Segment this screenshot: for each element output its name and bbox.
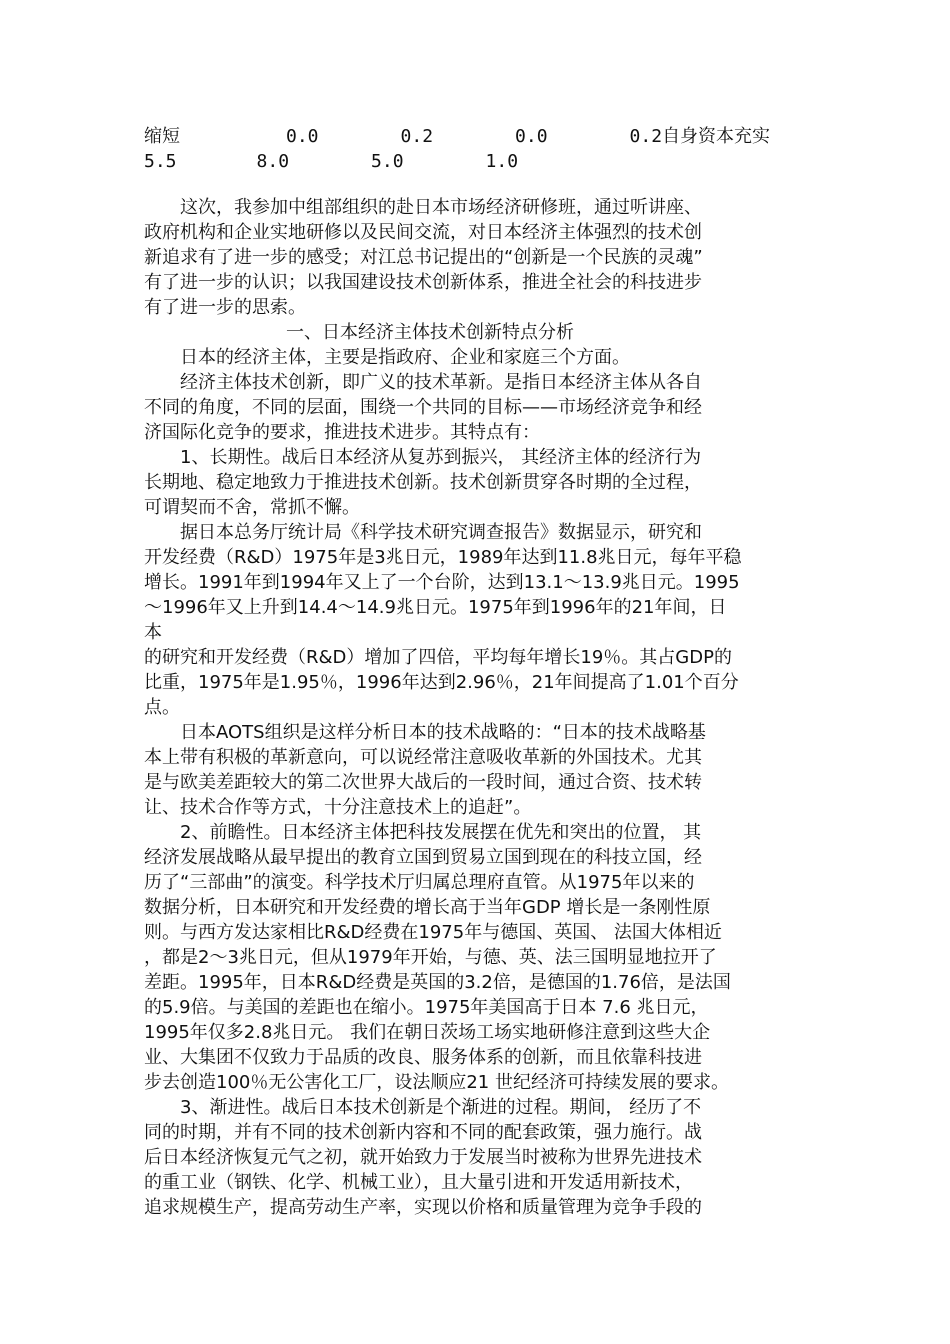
body-line: 2、前瞻性。日本经济主体把科技发展摆在优先和突出的位置， 其 <box>144 822 702 843</box>
body-line: 是与欧美差距较大的第二次世界大战后的一段时间，通过合资、技术转 <box>144 772 702 793</box>
body-line: 经济发展战略从最早提出的教育立国到贸易立国到现在的科技立国，经 <box>144 847 702 868</box>
body-line: 步去创造100％无公害化工厂，设法顺应21 世纪经济可持续发展的要求。 <box>144 1072 729 1093</box>
body-line: 本上带有积极的革新意向，可以说经常注意吸收革新的外国技术。尤其 <box>144 747 702 768</box>
body-line: 这次，我参加中组部组织的赴日本市场经济研修班，通过听讲座、 <box>144 197 702 218</box>
body-line: 新追求有了进一步的感受；对江总书记提出的“创新是一个民族的灵魂” <box>144 247 703 268</box>
body-line: 点。 <box>144 697 180 718</box>
spacer <box>144 174 824 195</box>
body-line: 1、长期性。战后日本经济从复苏到振兴， 其经济主体的经济行为 <box>144 447 702 468</box>
body-line: 后日本经济恢复元气之初，就开始致力于发展当时被称为世界先进技术 <box>144 1147 702 1168</box>
body-line: 的研究和开发经费（R&D）增加了四倍，平均每年增长19％。其占GDP的 <box>144 647 732 668</box>
body-line: 长期地、稳定地致力于推进技术创新。技术创新贯穿各时期的全过程， <box>144 472 702 493</box>
body-line: 有了进一步的思索。 <box>144 297 306 318</box>
body-line: 数据分析，日本研究和开发经费的增长高于当年GDP 增长是一条刚性原 <box>144 897 711 918</box>
body-line: 可谓契而不舍，常抓不懈。 <box>144 497 360 518</box>
body-line: 日本AOTS组织是这样分析日本的技术战略的：“日本的技术战略基 <box>144 722 706 743</box>
body-line: 增长。1991年到1994年又上了一个台阶，达到13.1～13.9兆日元。1995 <box>144 572 740 593</box>
body-line: 有了进一步的认识；以我国建设技术创新体系，推进全社会的科技进步 <box>144 272 702 293</box>
body-line: 3、渐进性。战后日本技术创新是个渐进的过程。期间， 经历了不 <box>144 1097 702 1118</box>
table-cell: 0.2 <box>400 126 434 147</box>
table-row <box>144 149 824 174</box>
body-line: 同的时期，并有不同的技术创新内容和不同的配套政策，强力施行。战 <box>144 1122 702 1143</box>
body-line: 的5.9倍。与美国的差距也在缩小。1975年美国高于日本 7.6 兆日元， <box>144 997 709 1018</box>
body-line: 追求规模生产，提高劳动生产率，实现以价格和质量管理为竞争手段的 <box>144 1197 702 1218</box>
body-line: ～1996年又上升到14.4～14.9兆日元。1975年到1996年的21年间，日 <box>144 597 727 618</box>
body-line: 业、大集团不仅致力于品质的改良、服务体系的创新，而且依靠科技进 <box>144 1047 702 1068</box>
table-cell: 8.0 <box>256 151 290 172</box>
document-body <box>144 124 824 1220</box>
body-line: 本 <box>144 622 162 643</box>
body-line: 开发经费（R&D）1975年是3兆日元，1989年达到11.8兆日元，每年平稳 <box>144 547 742 568</box>
body-line: 政府机构和企业实地研修以及民间交流，对日本经济主体强烈的技术创 <box>144 222 702 243</box>
table-label: 缩短 <box>144 126 180 147</box>
body-line: 不同的角度，不同的层面，围绕一个共同的目标——市场经济竞争和经 <box>144 397 702 418</box>
table-cell: 0.0 <box>286 126 319 147</box>
body-line: 则。与西方发达家相比R&D经费在1975年与德国、英国、 法国大体相近 <box>144 922 722 943</box>
body-line: ，都是2～3兆日元，但从1979年开始，与德、英、法三国明显地拉开了 <box>144 947 717 968</box>
body-line: 历了“三部曲”的演变。科学技术厅归属总理府直管。从1975年以来的 <box>144 872 695 893</box>
table-cell: 0.0 <box>515 126 548 147</box>
body-line: 日本的经济主体，主要是指政府、企业和家庭三个方面。 <box>144 347 630 368</box>
body-line: 济国际化竞争的要求，推进技术进步。其特点有： <box>144 422 540 443</box>
table-cell: 5.5 <box>144 151 177 172</box>
body-line: 的重工业（钢铁、化学、机械工业），且大量引进和开发适用新技术， <box>144 1172 693 1193</box>
table-cell: 5.0 <box>371 151 404 172</box>
body-line: 据日本总务厅统计局《科学技术研究调查报告》数据显示，研究和 <box>144 522 702 543</box>
body-line: 比重，1975年是1.95％，1996年达到2.96％，21年间提高了1.01个百分 <box>144 672 739 693</box>
table-cell: 1.0 <box>485 151 519 172</box>
body-line: 让、技术合作等方式，十分注意技术上的追赶”。 <box>144 797 532 818</box>
table-cell: 0.2 <box>629 126 663 147</box>
table-label: 自身资本充实 <box>662 126 771 147</box>
body-line: 经济主体技术创新，即广义的技术革新。是指日本经济主体从各自 <box>144 372 702 393</box>
table-row <box>144 124 824 149</box>
body-line: 差距。1995年，日本R&D经费是英国的3.2倍，是德国的1.76倍，是法国 <box>144 972 731 993</box>
body-line: 1995年仅多2.8兆日元。 我们在朝日茨场工场实地研修注意到这些大企 <box>144 1022 711 1043</box>
section-heading: 一、日本经济主体技术创新特点分析 <box>286 322 574 343</box>
